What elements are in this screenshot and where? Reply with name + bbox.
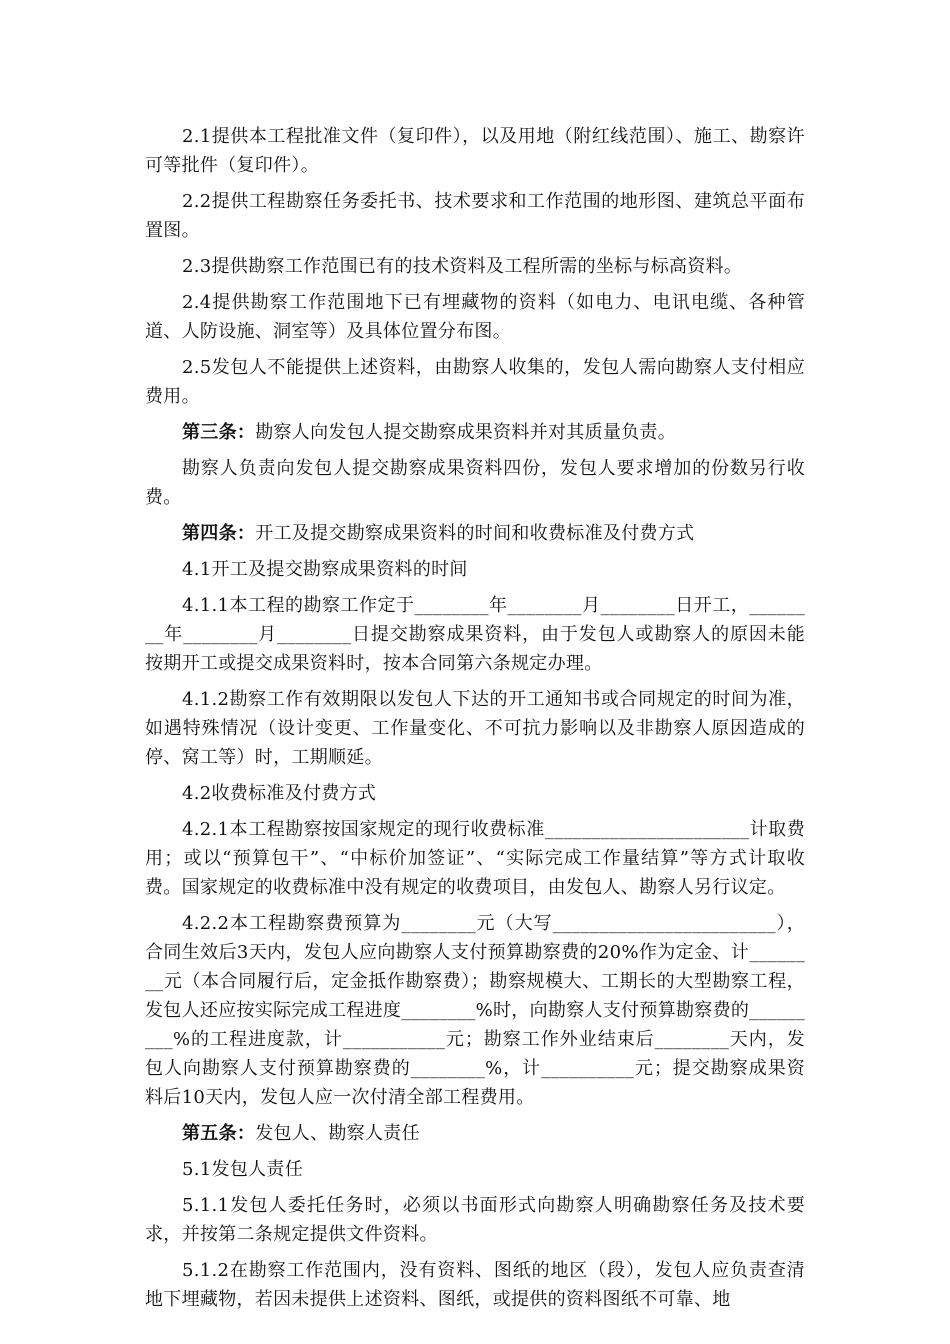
clause-2-1 [145,122,805,180]
article-title: 开工及提交勘察成果资料的时间和收费标准及付费方式 [255,523,695,544]
clause-2-4 [145,288,805,346]
clause-text: 2.5发包人不能提供上述资料，由勘察人收集的，发包人需向勘察人支付相应费用。 [145,357,805,407]
clause-text: 5.1发包人责任 [182,1159,304,1180]
clause-text: 2.2提供工程勘察任务委托书、技术要求和工作范围的地形图、建筑总平面布置图。 [145,191,805,241]
article-label: 第三条： [182,422,256,443]
article-3-body [145,454,805,512]
clause-4-1-2 [145,685,805,772]
clause-4-1 [145,555,805,584]
clause-5-1-2 [145,1256,805,1314]
clause-2-2 [145,187,805,245]
clause-text: 4.2.1本工程勘察按国家规定的现行收费标准______________________计取费用；或以“预算包干”、“中标价加签证”、“实际完成工作量结算”等方式计取收费。国家规定的收费标准中没有规定的收费项目，由发包人、勘察人另行议定。 [145,819,805,898]
clause-text: 4.1.2勘察工作有效期限以发包人下达的开工通知书或合同规定的时间为准，如遇特殊情况（设计变更、工作量变化、不可抗力影响以及非勘察人原因造成的停、窝工等）时，工期顺延。 [145,689,805,768]
article-3-heading [145,418,805,447]
clause-4-2-2 [145,909,805,1112]
article-title: 发包人、勘察人责任 [255,1123,420,1144]
clause-text: 2.4提供勘察工作范围地下已有埋藏物的资料（如电力、电讯电缆、各种管道、人防设施、洞室等）及具体位置分布图。 [145,292,805,342]
clause-text: 4.1开工及提交勘察成果资料的时间 [182,559,468,580]
clause-text: 4.2.2本工程勘察费预算为________元（大写________________________），合同生效后3天内，发包人应向勘察人支付预算勘察费的20%作为定金、计________元（本合同履行后，定金抵作勘察费）；勘察规模大、工期长的大型勘察工程，发包人还应按实际完成工程进度________%时，向勘察人支付预算勘察费的_________%的工程进度款，计___________元；勘察工作外业结束后________天内，发包人向勘察人支付预算勘察费的________%，计__________元；提交勘察成果资料后10天内，发包人应一次付清全部工程费用。 [145,913,805,1108]
clause-text: 2.1提供本工程批准文件（复印件），以及用地（附红线范围）、施工、勘察许可等批件（复印件）。 [145,126,805,176]
clause-text: 5.1.1发包人委托任务时，必须以书面形式向勘察人明确勘察任务及技术要求，并按第二条规定提供文件资料。 [145,1195,805,1245]
clause-2-3 [145,252,805,281]
clause-text: 勘察人负责向发包人提交勘察成果资料四份，发包人要求增加的份数另行收费。 [145,458,805,508]
clause-2-5 [145,353,805,411]
clause-4-1-1 [145,591,805,678]
article-5-heading [145,1119,805,1148]
article-label: 第五条： [182,1123,256,1144]
clause-5-1 [145,1155,805,1184]
clause-text: 4.1.1本工程的勘察工作定于________年________月________日开工，________年________月________日提交勘察成果资料，由于发包人或勘察人的原因未能按期开工或提交成果资料时，按本合同第六条规定办理。 [145,595,805,674]
article-label: 第四条： [182,523,256,544]
clause-4-2 [145,779,805,808]
article-title: 勘察人向发包人提交勘察成果资料并对其质量负责。 [255,422,677,443]
article-4-heading [145,519,805,548]
clause-4-2-1 [145,815,805,902]
clause-text: 2.3提供勘察工作范围已有的技术资料及工程所需的坐标与标高资料。 [182,256,743,277]
clause-5-1-1 [145,1191,805,1249]
clause-text: 5.1.2在勘察工作范围内，没有资料、图纸的地区（段），发包人应负责查清地下埋藏物，若因未提供上述资料、图纸，或提供的资料图纸不可靠、地 [145,1260,805,1310]
document-body [145,122,805,1321]
clause-text: 4.2收费标准及付费方式 [182,783,377,804]
